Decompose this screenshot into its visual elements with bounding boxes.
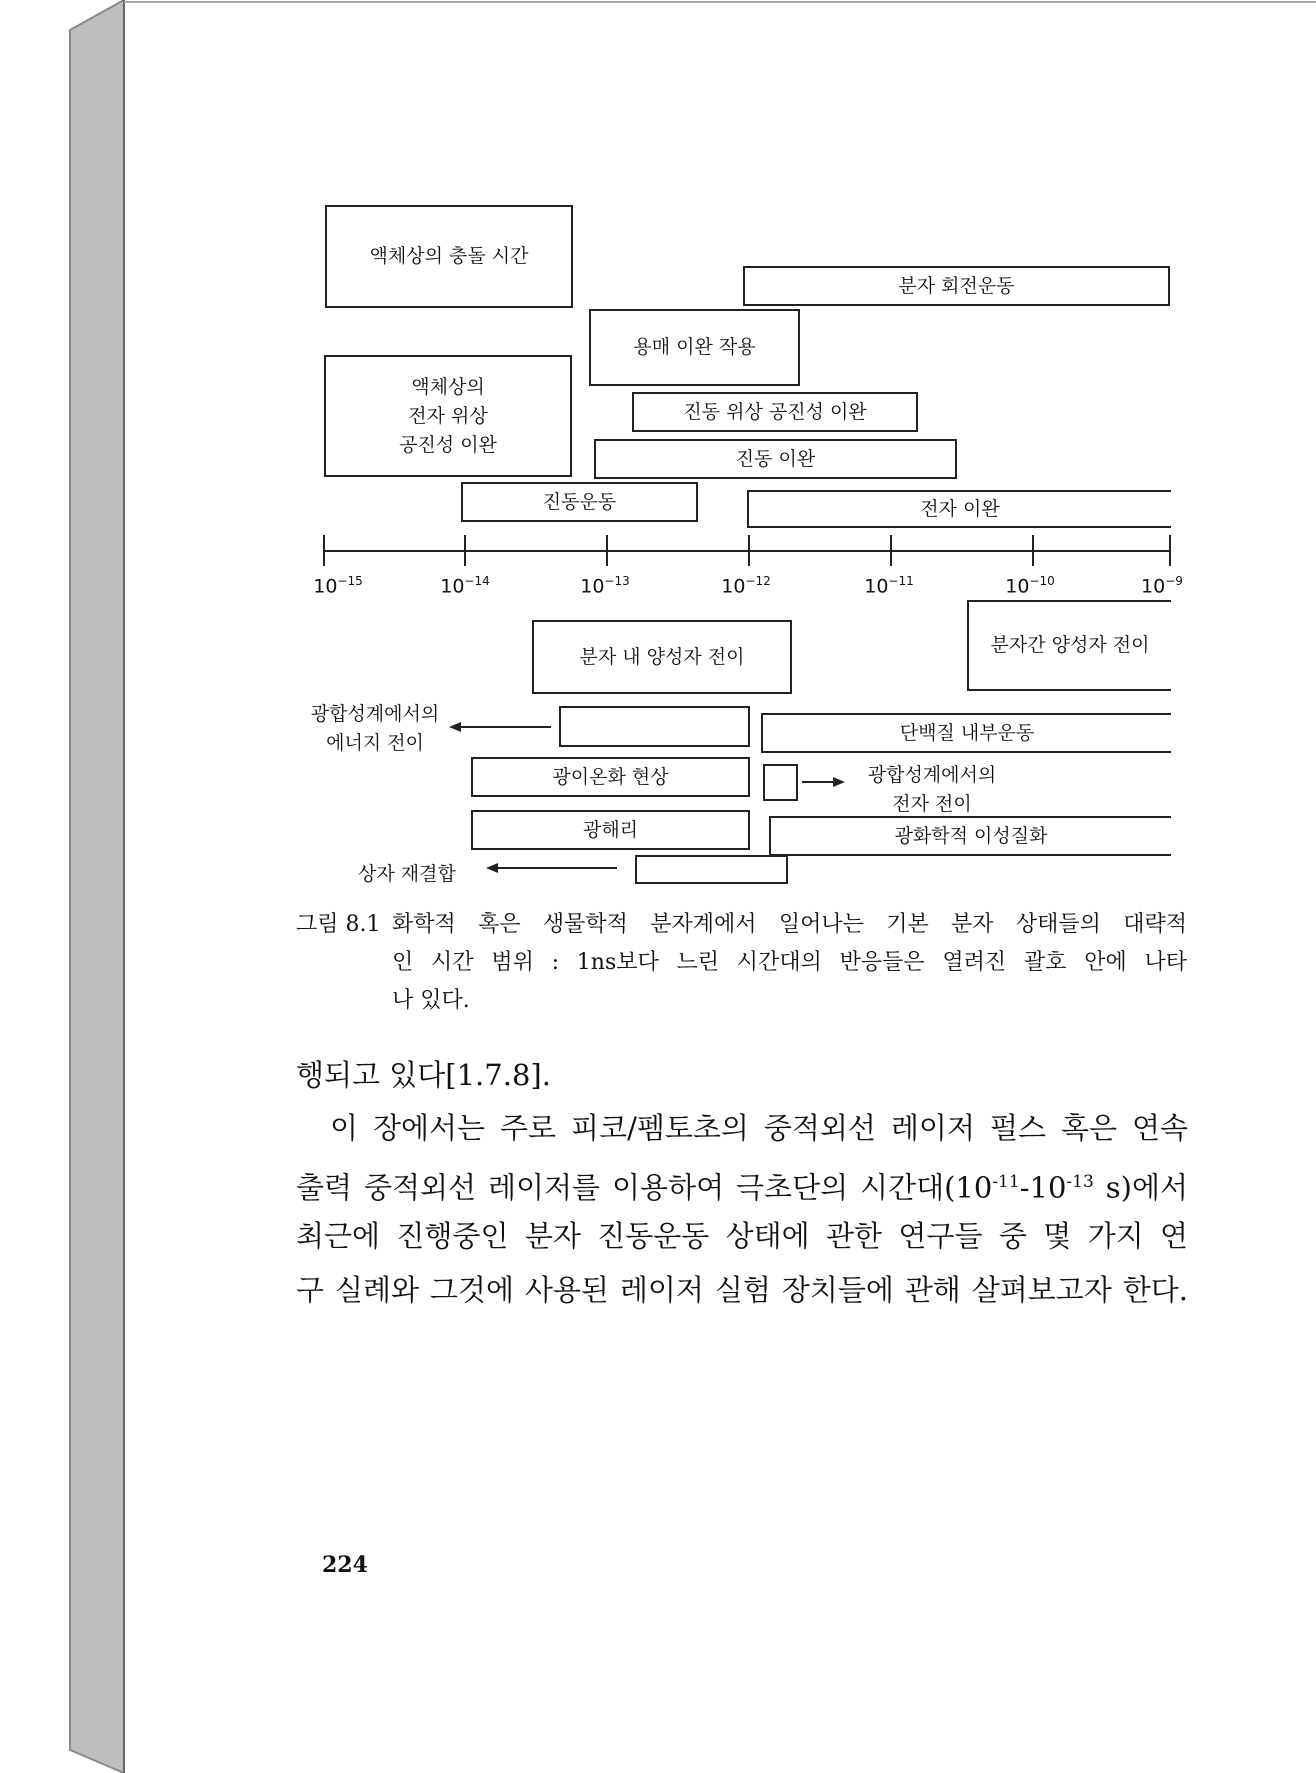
box-intermolecular-proton-transfer: 분자간 양성자 전이 <box>967 600 1171 691</box>
tick-label: $10^{-15}$ <box>313 574 363 598</box>
tick-label: $10^{-10}$ <box>1005 574 1055 598</box>
label-photosynthetic-energy-transfer: 광합성계에서의 에너지 전이 <box>310 703 440 754</box>
box-molecular-rotation: 분자 회전운동 <box>743 266 1170 306</box>
tick-label: $10^{-13}$ <box>580 574 630 598</box>
body-text-line: 출력 중적외선 레이저를 이용하여 극초단의 시간대($10^{-11}-10^{-13}$ s)에서 <box>296 1170 1188 1205</box>
body-text-line: 최근에 진행중인 분자 진동운동 상태에 관한 연구들 중 몇 가지 연 <box>296 1219 1188 1253</box>
tick-label: $10^{-14}$ <box>440 574 490 598</box>
figure-caption-line: 나 있다. <box>392 988 470 1013</box>
box-vibrational-motion: 진동운동 <box>461 482 698 522</box>
box-vibrational-dephasing: 진동 위상 공진성 이완 <box>632 392 918 432</box>
body-text-line: 이 장에서는 주로 피코/펨토초의 중적외선 레이저 펄스 혹은 연속 <box>330 1111 1188 1145</box>
box-liquid-electronic-dephasing: 액체상의 전자 위상 공진성 이완 <box>324 355 572 477</box>
label-geminate-recombination: 상자 재결합 <box>358 863 456 885</box>
box-intramolecular-proton-transfer: 분자 내 양성자 전이 <box>532 620 792 694</box>
label-photosynthetic-electron-transfer: 광합성계에서의 전자 전이 <box>867 764 997 815</box>
tick-label: $10^{-12}$ <box>721 574 771 598</box>
box-liquid-collision: 액체상의 충돌 시간 <box>325 205 573 308</box>
box-photoionization: 광이온화 현상 <box>471 757 750 797</box>
page-number: 224 <box>322 1552 368 1578</box>
body-text-line: 행되고 있다[1.7.8]. <box>296 1058 551 1092</box>
body-text-line: 구 실례와 그것에 사용된 레이저 실험 장치들에 관해 살펴보고자 한다. <box>296 1273 1188 1307</box>
box-solvent-relaxation: 용매 이완 작용 <box>589 309 800 386</box>
tick-label: $10^{-9}$ <box>1141 574 1183 598</box>
box-electronic-relaxation: 전자 이완 <box>747 490 1171 528</box>
figure-caption-number: 그림 8.1 <box>296 912 381 937</box>
figure-caption-line: 화학적 혹은 생물학적 분자계에서 일어나는 기본 분자 상태들의 대략적 <box>392 912 1187 937</box>
tick-label: $10^{-11}$ <box>864 574 914 598</box>
figure-caption-line: 인 시간 범위 : 1ns보다 느린 시간대의 반응들은 열려진 괄호 안에 나타 <box>392 950 1187 975</box>
box-photodissociation: 광해리 <box>471 810 750 850</box>
box-photochemical-isomerization: 광화학적 이성질화 <box>769 816 1171 856</box>
box-protein-internal-motion: 단백질 내부운동 <box>761 713 1171 753</box>
box-vibrational-relaxation: 진동 이완 <box>594 439 957 479</box>
